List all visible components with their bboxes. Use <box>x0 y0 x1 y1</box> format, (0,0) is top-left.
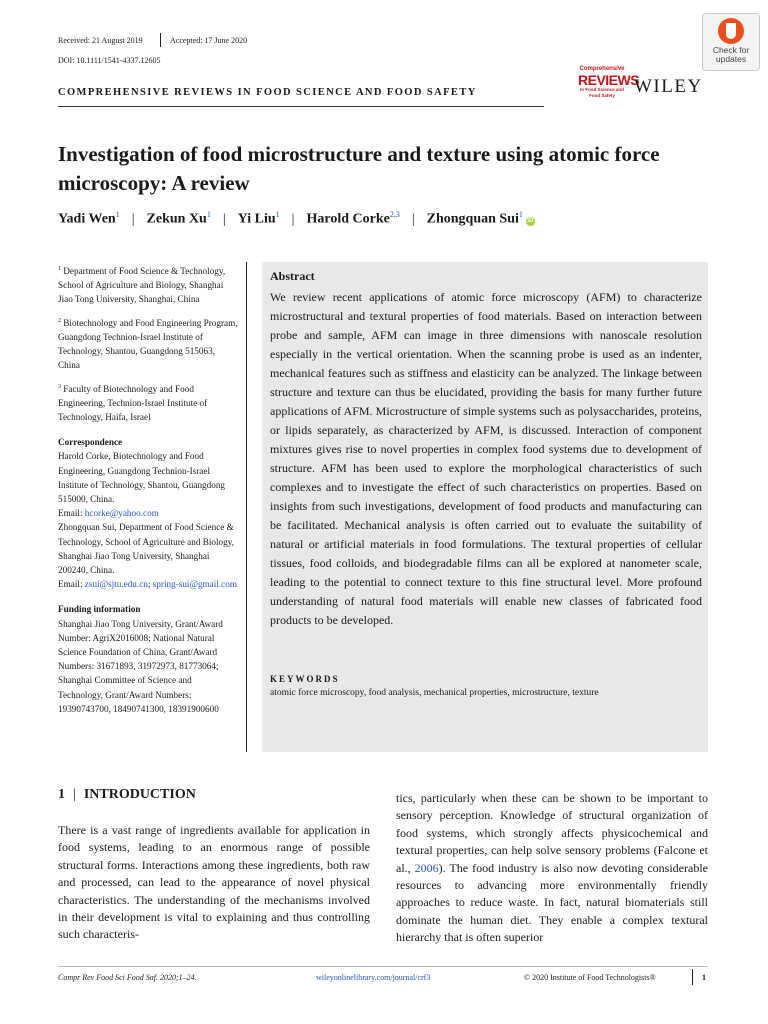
orcid-icon[interactable]: iD <box>527 217 534 224</box>
article-info-sidebar <box>58 262 238 716</box>
intro-paragraph-col1: There is a vast range of ingredients available for application in food systems, leading to an enormous range of possible structural forms. Interactions among these ingredients, both raw and processed, can lead to the appearance of novel physical characteristics. The understanding of the mechanisms involved in their development is vital to explaining and thus controlling such characteris- <box>58 823 370 942</box>
funding-text: Shanghai Jiao Tong University, Grant/Award Number: AgriX2016008; National Natural Science Foundation of China, Grant/Award Numbers: 31671893, 31972973, 81773064; Shanghai Committee of Science and Technology, Grant/Award Numbers: 19390743700, 18490741300, 18391900600 <box>58 618 223 714</box>
footer-rule <box>58 966 708 967</box>
intro-text: ). The food industry is also now devoting considerable resources to advancing more environmentally friendly approaches to reduce waste. In fact, natural biomaterials still dominate the human diet. They enable a complex textural hierarchy that is often superior <box>396 860 708 945</box>
header-rule <box>58 106 544 107</box>
journal-logo-main: REVIEWS <box>578 72 640 88</box>
check-for-updates-line1: Check for <box>712 45 750 55</box>
journal-logo <box>578 66 640 99</box>
footer-copyright: © 2020 Institute of Food Technologists® <box>524 973 656 982</box>
author-name[interactable]: Yi Liu <box>237 211 276 227</box>
email-separator: ; <box>147 579 153 590</box>
check-for-updates-line2: updates <box>715 54 747 64</box>
author-separator: | <box>222 211 226 227</box>
author-name[interactable]: Zhongquan Sui <box>426 211 519 227</box>
affiliation-text: Biotechnology and Food Engineering Program, Guangdong Technion-Israel Institute of Technology, Shantou, Guangdong 515063, China <box>58 317 238 371</box>
page-number: 1 <box>702 973 706 982</box>
author-separator: | <box>131 211 135 227</box>
footer-journal-link[interactable]: wileyonlinelibrary.com/journal/crf3 <box>316 973 431 982</box>
email-link[interactable]: zsui@sjtu.edu.cn <box>84 579 148 590</box>
intro-text: tics, particularly when these can be shown to be important to sensory perception. Knowledge of structural organization of food systems, which strongly affects physicochemical and textural properties, can help solve sensory problems (Falcone et al., <box>396 791 708 875</box>
correspondence-email-1-line <box>58 506 238 520</box>
author-affiliation[interactable]: 2,3 <box>389 210 400 219</box>
affiliation-number: 3 <box>58 383 61 390</box>
doi[interactable]: DOI: 10.1111/1541-4337.12605 <box>58 56 161 65</box>
author-name[interactable]: Yadi Wen <box>58 211 116 227</box>
abstract-text: We review recent applications of atomic force microscopy (AFM) to characterize microstructural and textural properties of food materials. Based on interaction between probe and sample, AFM can image in three dimensions with nanoscale resolution especially in the vertical orientation. When the scanning probe is used as an indenter, mechanical features such as stiffness and elasticity can be analyzed. The linkage between structure and texture can thus be elucidated, providing the basis for many further future applications of AFM. Microstructure of simple systems such as polysaccharides, proteins, or lipids separately, as characterized by AFM, is discussed. Interaction of component mixtures gives rise to novel properties in complex food systems due to development of structure. AFM has been used to explore the morphological characteristics of such complexes and to investigate the effect of such characteristics on properties. Based on insights from such investigations, development of food products and manufacturing can be facilitated. Mechanical analysis is often carried out to evaluate the suitability of natural or artificial materials in food formulations. The textural properties of cellular tissues, food colloids, and biodegradable films can all be explored at nanometer scale, leading to the potential to connect texture to this fine structural level. More profound understanding of natural food materials will enable new classes of fabricated food products to be developed. <box>270 290 702 627</box>
sidebar-divider <box>246 262 247 752</box>
section-number: 1 <box>58 787 65 802</box>
affiliation <box>58 314 238 373</box>
keywords: atomic force microscopy, food analysis, mechanical properties, microstructure, texture <box>270 688 599 698</box>
intro-paragraph-col2 <box>396 790 708 947</box>
footer-citation: Compr Rev Food Sci Food Saf. 2020;1–24. <box>58 973 197 982</box>
affiliation-text: Department of Food Science & Technology, School of Agriculture and Biology, Shanghai Jiao Tong University, Shanghai, China <box>58 266 226 305</box>
section-separator: | <box>73 787 76 802</box>
journal-logo-sub: In Food Science and Food Safety <box>580 87 624 98</box>
affiliation-number: 1 <box>58 266 61 272</box>
header-divider <box>160 33 161 47</box>
correspondence-email-2-line <box>58 577 238 591</box>
publisher-logo: WILEY <box>634 76 703 97</box>
section-heading <box>58 787 196 803</box>
journal-name: COMPREHENSIVE REVIEWS IN FOOD SCIENCE AND FOOD SAFETY <box>58 87 477 98</box>
citation-link[interactable]: 2006 <box>414 860 439 875</box>
affiliation <box>58 380 238 425</box>
email-label: Email: <box>58 508 85 519</box>
section-title: INTRODUCTION <box>83 787 196 802</box>
affiliation-text: Faculty of Biotechnology and Food Engineering, Technion-Israel Institute of Technology, Haifa, Israel <box>58 383 208 423</box>
abstract-heading: Abstract <box>270 269 315 283</box>
footer-divider <box>692 969 693 985</box>
funding-heading: Funding information <box>58 604 141 615</box>
author-separator: | <box>411 211 415 227</box>
author-affiliation[interactable]: 1 <box>275 210 280 219</box>
affiliation-number: 2 <box>58 317 61 324</box>
email-label: Email: <box>58 579 85 590</box>
bookmark-icon <box>718 18 744 44</box>
accepted-date: Accepted: 17 June 2020 <box>170 36 248 45</box>
email-link[interactable]: spring-sui@gmail.com <box>152 579 237 590</box>
author-list <box>58 210 535 228</box>
journal-logo-top: Comprehensive <box>579 66 625 72</box>
correspondence-author-1: Harold Corke, Biotechnology and Food Engineering, Guangdong Technion-Israel Institute of Technology, Shantou, Guangdong 515000, China. <box>58 451 226 505</box>
article-title: Investigation of food microstructure and texture using atomic force microscopy: A review <box>58 142 660 195</box>
author-affiliation[interactable]: 1 <box>518 210 523 219</box>
affiliation <box>58 262 238 307</box>
author-affiliation[interactable]: 1 <box>115 210 120 219</box>
author-affiliation[interactable]: 1 <box>206 210 211 219</box>
correspondence-author-2: Zhongquan Sui, Department of Food Science & Technology, School of Agriculture and Biology, Shanghai Jiao Tong University, Shanghai 200240, China. <box>58 522 235 576</box>
keywords-heading: KEYWORDS <box>270 674 340 684</box>
author-name[interactable]: Harold Corke <box>306 211 390 227</box>
check-for-updates-button[interactable] <box>702 13 760 71</box>
author-separator: | <box>291 211 295 227</box>
email-link[interactable]: hcorke@yahoo.com <box>84 508 159 519</box>
author-name[interactable]: Zekun Xu <box>146 211 207 227</box>
correspondence-heading: Correspondence <box>58 437 123 448</box>
received-date: Received: 21 August 2019 <box>58 36 143 45</box>
